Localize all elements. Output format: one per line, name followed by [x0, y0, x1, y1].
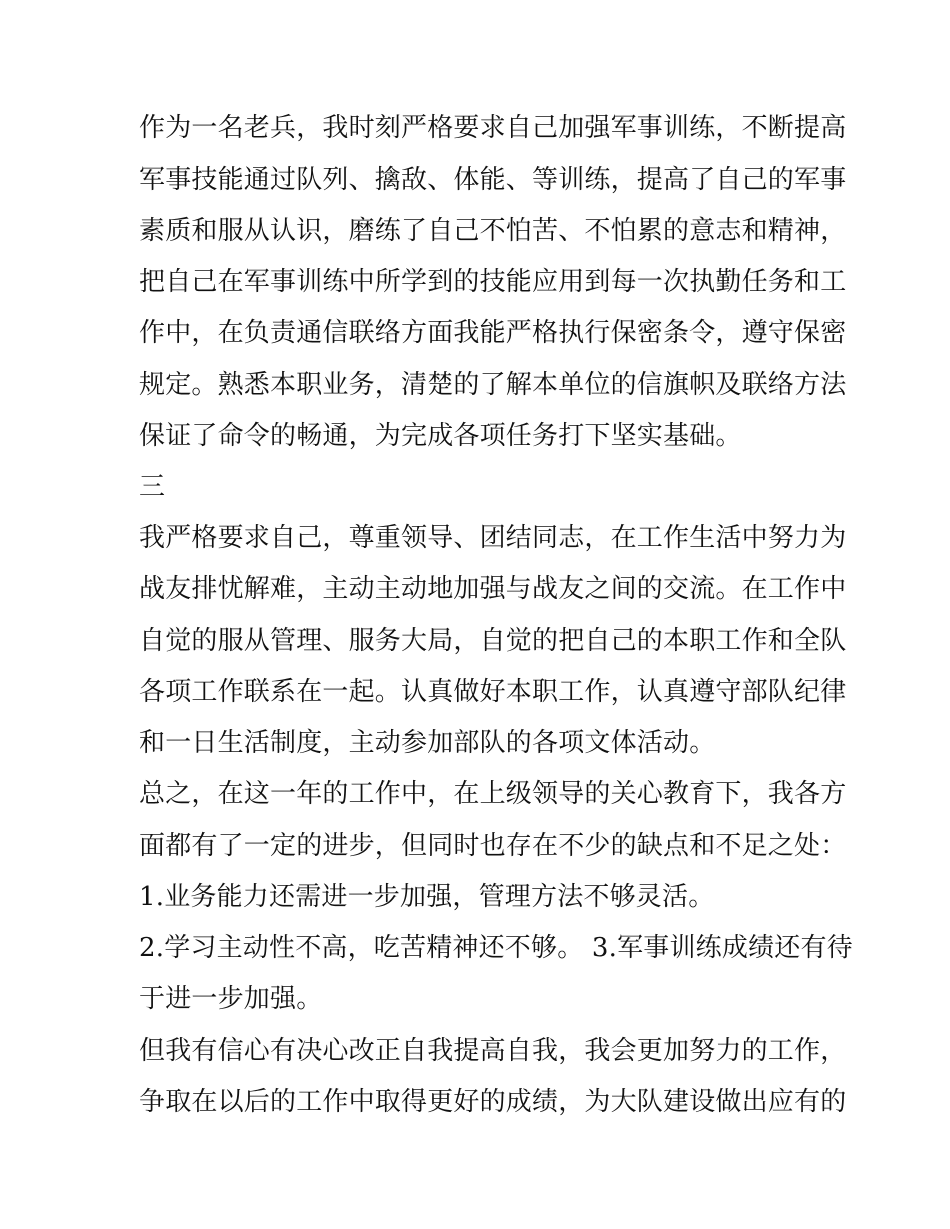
text-line: 我严格要求自己，尊重领导、团结同志，在工作生活中努力为 [139, 523, 847, 553]
text-line: 作中，在负责通信联络方面我能严格执行保密条令，遵守保密 [139, 318, 847, 348]
text-line: 总之，在这一年的工作中，在上级领导的关心教育下，我各方 [139, 779, 847, 809]
text-line: 保证了命令的畅通，为完成各项任务打下坚实基础。 [139, 421, 742, 451]
text-line: 争取在以后的工作中取得更好的成绩，为大队建设做出应有的 [139, 1087, 847, 1117]
text-line: 于进一步加强。 [139, 984, 323, 1014]
text-line: 军事技能通过队列、擒敌、体能、等训练，提高了自己的军事 [139, 165, 847, 195]
text-line: 面都有了一定的进步，但同时也存在不少的缺点和不足之处： [139, 831, 847, 861]
text-line: 作为一名老兵，我时刻严格要求自己加强军事训练，不断提高 [139, 113, 847, 143]
list-item: 1.业务能力还需进一步加强，管理方法不够灵活。 [139, 882, 715, 912]
text-line: 战友排忧解难，主动主动地加强与战友之间的交流。在工作中 [139, 574, 847, 604]
text-line: 素质和服从认识，磨练了自己不怕苦、不怕累的意志和精神， [139, 216, 847, 246]
list-item: 2.学习主动性不高，吃苦精神还不够。 3.军事训练成绩还有待 [139, 933, 853, 963]
text-line: 和一日生活制度，主动参加部队的各项文体活动。 [139, 728, 716, 758]
text-line: 但我有信心有决心改正自我提高自我，我会更加努力的工作， [139, 1036, 847, 1066]
text-line: 自觉的服从管理、服务大局，自觉的把自己的本职工作和全队 [139, 626, 847, 656]
text-line: 各项工作联系在一起。认真做好本职工作，认真遵守部队纪律 [139, 677, 847, 707]
section-number: 三 [139, 472, 166, 502]
text-line: 规定。熟悉本职业务，清楚的了解本单位的信旗帜及联络方法 [139, 370, 847, 400]
text-line: 把自己在军事训练中所学到的技能应用到每一次执勤任务和工 [139, 267, 847, 297]
